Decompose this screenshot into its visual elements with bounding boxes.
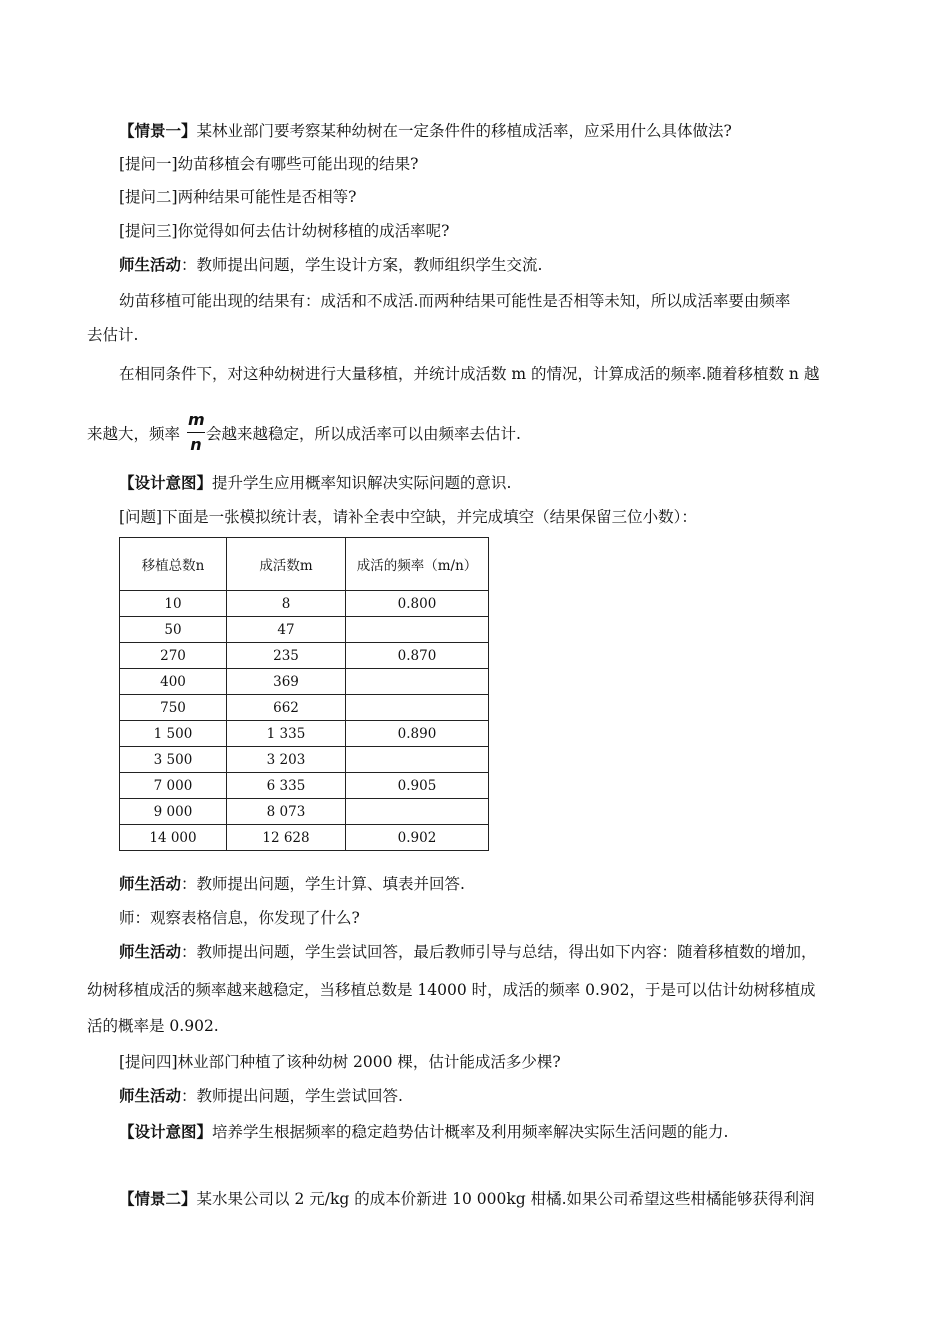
- cell-m: 8: [227, 591, 346, 617]
- cell-n: 3 500: [120, 747, 227, 773]
- para1-line1: 幼苗移植可能出现的结果有：成活和不成活.而两种结果可能性是否相等未知，所以成活率要由频率: [119, 292, 791, 310]
- table-row: [120, 721, 489, 747]
- table-row: [120, 591, 489, 617]
- question-4: [提问四]林业部门种植了该种幼树 2000 棵，估计能成活多少棵?: [119, 1053, 561, 1071]
- fraction-bar: [187, 432, 205, 433]
- cell-frequency: [346, 799, 489, 825]
- table-row: [120, 643, 489, 669]
- problem-statement: [问题]下面是一张模拟统计表，请补全表中空缺，并完成填空（结果保留三位小数）：: [119, 508, 697, 526]
- design-tag: 【设计意图】: [119, 474, 213, 492]
- cell-n: 14 000: [120, 825, 227, 851]
- teacher-question: 师：观察表格信息，你发现了什么?: [119, 909, 360, 927]
- cell-n: 50: [120, 617, 227, 643]
- scenario1-tag: 【情景一】: [119, 122, 197, 140]
- activity-2: [119, 874, 465, 894]
- activity-label: 师生活动: [119, 256, 182, 274]
- activity-4: [119, 1086, 403, 1106]
- cell-frequency: 0.902: [346, 825, 489, 851]
- activity-3-line2: 幼树移植成活的频率越来越稳定，当移植总数是 14000 时，成活的频率 0.902，于是可以估计幼树移植成: [87, 981, 816, 999]
- cell-m: 6 335: [227, 773, 346, 799]
- header-survived-count: 成活数m: [227, 538, 346, 591]
- activity-text: ：教师提出问题，学生设计方案，教师组织学生交流.: [181, 256, 543, 274]
- cell-n: 7 000: [120, 773, 227, 799]
- design-intent-2: [119, 1122, 728, 1142]
- table-row: [120, 825, 489, 851]
- design-text: 培养学生根据频率的稳定趋势估计概率及利用频率解决实际生活问题的能力.: [212, 1123, 729, 1141]
- scenario2-tag: 【情景二】: [119, 1190, 197, 1208]
- cell-n: 270: [120, 643, 227, 669]
- table-row: [120, 695, 489, 721]
- activity-label: 师生活动: [119, 875, 182, 893]
- cell-n: 400: [120, 669, 227, 695]
- cell-frequency: [346, 695, 489, 721]
- cell-frequency: [346, 747, 489, 773]
- fraction-numerator: m: [188, 410, 205, 429]
- cell-n: 9 000: [120, 799, 227, 825]
- design-tag: 【设计意图】: [119, 1123, 213, 1141]
- scenario2-text: 某水果公司以 2 元/kg 的成本价新进 10 000kg 柑橘.如果公司希望这些柑橘能够获得利润: [196, 1190, 815, 1208]
- cell-m: 1 335: [227, 721, 346, 747]
- activity-text: ：教师提出问题，学生计算、填表并回答.: [181, 875, 465, 893]
- design-intent-1: [119, 473, 511, 493]
- header-survival-frequency: 成活的频率（m/n）: [346, 538, 489, 591]
- activity-3: [119, 942, 817, 962]
- cell-m: 235: [227, 643, 346, 669]
- cell-frequency: 0.905: [346, 773, 489, 799]
- scenario2-line: [119, 1189, 815, 1209]
- table-row: [120, 669, 489, 695]
- cell-frequency: 0.870: [346, 643, 489, 669]
- cell-m: 47: [227, 617, 346, 643]
- cell-m: 12 628: [227, 825, 346, 851]
- cell-m: 8 073: [227, 799, 346, 825]
- activity-label: 师生活动: [119, 1087, 182, 1105]
- cell-n: 750: [120, 695, 227, 721]
- activity-text: ：教师提出问题，学生尝试回答.: [181, 1087, 403, 1105]
- para2-line2-pre: 来越大，频率: [87, 425, 181, 443]
- table-row: [120, 747, 489, 773]
- cell-n: 1 500: [120, 721, 227, 747]
- question-2: [提问二]两种结果可能性是否相等?: [119, 188, 357, 206]
- question-1: [提问一]幼苗移植会有哪些可能出现的结果?: [119, 155, 419, 173]
- header-planted-total: 移植总数n: [120, 538, 227, 591]
- design-text: 提升学生应用概率知识解决实际问题的意识.: [212, 474, 512, 492]
- cell-m: 3 203: [227, 747, 346, 773]
- scenario1-line: [119, 121, 732, 141]
- table-header-row: [120, 538, 489, 591]
- para2-line2-post: 会越来越稳定，所以成活率可以由频率去估计.: [206, 425, 521, 443]
- activity-label: 师生活动: [119, 943, 182, 961]
- activity-3-line3: 活的概率是 0.902.: [87, 1017, 219, 1035]
- cell-frequency: [346, 617, 489, 643]
- cell-frequency: 0.890: [346, 721, 489, 747]
- cell-n: 10: [120, 591, 227, 617]
- table-row: [120, 617, 489, 643]
- activity-text: ：教师提出问题，学生尝试回答，最后教师引导与总结，得出如下内容：随着移植数的增加，: [181, 943, 817, 961]
- cell-m: 369: [227, 669, 346, 695]
- question-3: [提问三]你觉得如何去估计幼树移植的成活率呢?: [119, 222, 450, 240]
- cell-frequency: [346, 669, 489, 695]
- scenario1-text: 某林业部门要考察某种幼树在一定条件件的移植成活率，应采用什么具体做法?: [196, 122, 732, 140]
- para2-line1: 在相同条件下，对这种幼树进行大量移植，并统计成活数 m 的情况，计算成活的频率.随着移植数 n 越: [119, 365, 820, 383]
- activity-1: [119, 255, 542, 275]
- fraction-denominator: n: [190, 435, 202, 454]
- cell-frequency: 0.800: [346, 591, 489, 617]
- table-row: [120, 773, 489, 799]
- table-row: [120, 799, 489, 825]
- statistics-table: [119, 537, 489, 851]
- para1-line2: 去估计.: [87, 326, 139, 344]
- cell-m: 662: [227, 695, 346, 721]
